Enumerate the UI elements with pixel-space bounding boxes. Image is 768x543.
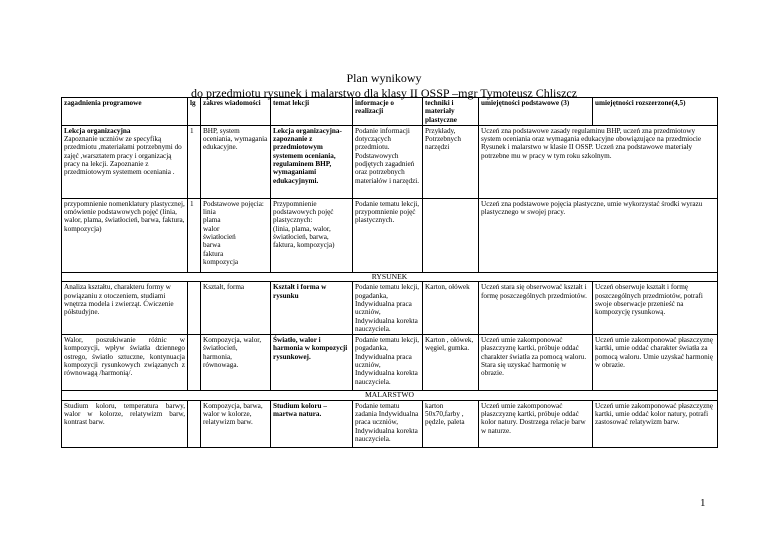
table-cell: 1 bbox=[188, 125, 201, 198]
table-cell: Studium koloru, temperatura barwy, walor w kolorze, relatywizm barw, kontrast barw. bbox=[62, 400, 188, 447]
table-row bbox=[62, 125, 718, 198]
header-cell: temat lekcji bbox=[271, 98, 353, 126]
table-cell: Przypomnienie podstawowych pojęć plastycznych: (linia, plama, walor, światłocień, barwa, faktura, kompozycja) bbox=[271, 198, 353, 272]
table-cell: Podanie tematu zadania Indywidualna praca uczniów, Indywidualna korekta nauczyciela. bbox=[353, 400, 423, 447]
table-cell: Uczeń stara się obserwować kształt i formę poszczególnych przedmiotów. bbox=[479, 282, 593, 335]
section-row bbox=[62, 391, 718, 401]
table-cell: Kompozycja, walor, światłocień, harmonia, równowaga. bbox=[201, 335, 271, 391]
table-cell: Karton, ołówek bbox=[423, 282, 479, 335]
table-cell: Podanie tematu lekcji, pogadanka, Indywidualna praca uczniów, Indywidualna korekta nauczyciela. bbox=[353, 335, 423, 391]
header-cell: lg bbox=[188, 98, 201, 126]
table-cell bbox=[423, 198, 479, 272]
table-cell: Światło, walor i harmonia w kompozycji rysunkowej. bbox=[271, 335, 353, 391]
table-cell: Podanie informacji dotyczących przedmiotu. Podstawowych podjętych zagadnień oraz potrzebnych materiałów i narzędzi. bbox=[353, 125, 423, 198]
table-cell bbox=[188, 400, 201, 447]
document-subtitle: do przedmiotu rysunek i malarstwo dla klasy II OSSP –mgr Tymoteusz Chliszcz bbox=[190, 86, 578, 100]
table-cell: karton 50x70,farby , pędzle, paleta bbox=[423, 400, 479, 447]
table-row bbox=[62, 198, 718, 272]
table-cell: Podanie tematu lekcji, przypomnienie pojęć plastycznych. bbox=[353, 198, 423, 272]
table-cell: Kompozycja, barwa, walor w kolorze, relatywizm barw. bbox=[201, 400, 271, 447]
header-cell: techniki i materiały plastyczne bbox=[423, 98, 479, 126]
section-row bbox=[62, 272, 718, 282]
table-cell: Podanie tematu lekcji, pogadanka, Indywidualna praca uczniów, Indywidualna korekta nauczyciela. bbox=[353, 282, 423, 335]
table-cell: Lekcja organizacyjna- zapoznanie z przedmiotowym systemem oceniania, regulaminem BHP, wymaganiami edukacyjnymi. bbox=[271, 125, 353, 198]
header-cell: zagadnienia programowe bbox=[62, 98, 188, 126]
header-row bbox=[62, 98, 718, 126]
header-cell: informacje o realizacji bbox=[353, 98, 423, 126]
table-cell: przypomnienie nomenklatury plastycznej, omówienie podstawowych pojęć (linia, walor, plama, światłocień, barwa, faktura, kompozycja) bbox=[62, 198, 188, 272]
cell-text: Zapoznanie uczniów ze specyfiką przedmiotu ,materiałami potrzebnymi do zajęć ,warsztatem pracy i organizacją pracy na lekcji. Zapoznanie z przedmiotowym systemem oceniania . bbox=[64, 135, 182, 177]
table-cell: Analiza kształtu, charakteru formy w powiązaniu z otoczeniem, studiami wnętrza modela i zwierząt. Ćwiczenie półstudyjne. bbox=[62, 282, 188, 335]
header-cell: zakres wiadomości bbox=[201, 98, 271, 126]
table-cell: BHP, system oceniania, wymagania edukacyjne. bbox=[201, 125, 271, 198]
header-cell: umiejętności podstawowe (3) bbox=[479, 98, 593, 126]
table-cell: Uczeń obserwuje kształt i formę poszczególnych przedmiotów, potrafi swoje obserwacje przenieść na kompozycję rysunkową. bbox=[593, 282, 718, 335]
table-cell bbox=[188, 335, 201, 391]
table-row bbox=[62, 282, 718, 335]
table-cell: 1 bbox=[188, 198, 201, 272]
table-cell: Studium koloru – martwa natura. bbox=[271, 400, 353, 447]
table-cell: Uczeń zna podstawowe pojęcia plastyczne, umie wykorzystać środki wyrazu plastycznego w swojej pracy. bbox=[479, 198, 718, 272]
section-rysunek: RYSUNEK bbox=[62, 272, 718, 282]
table-cell: Karton , ołówek, węgiel, gumka. bbox=[423, 335, 479, 391]
table-row bbox=[62, 335, 718, 391]
table-cell: Uczeń umie zakomponować płaszczyznę kartki, umie oddać kolor natury, potrafi zastosować relatywizm barw. bbox=[593, 400, 718, 447]
table-cell: Uczeń umie zakomponować płaszczyznę kartki, próbuje oddać kolor natury. Dostrzega relacje barw w naturze. bbox=[479, 400, 593, 447]
table-cell: Podstawowe pojęcia: linia plama walor światłocień barwa faktura kompozycja bbox=[201, 198, 271, 272]
table-cell bbox=[62, 125, 188, 198]
table-cell bbox=[188, 282, 201, 335]
table-cell: Uczeń umie zakomponować płaszczyznę kartki, umie oddać charakter światła za pomocą waloru. Umie uzyskać harmonię w obrazie. bbox=[593, 335, 718, 391]
table-cell: Przykłady, Potrzebnych narzędzi bbox=[423, 125, 479, 198]
table-cell: Kształt i forma w rysunku bbox=[271, 282, 353, 335]
table-cell: Uczeń zna podstawowe zasady regulaminu BHP, uczeń zna przedmiotowy system oceniania oraz wymagania edukacyjne obowiązujące na przedmiocie Rysunek i malarstwo w klasie II OSSP. Uczeń zna podstawowe materiały potrzebne mu w pracy w tym roku szkolnym. bbox=[479, 125, 718, 198]
page-number: 1 bbox=[700, 497, 706, 509]
table-cell: Kształt, forma bbox=[201, 282, 271, 335]
header-cell: umiejętności rozszerzone(4,5) bbox=[593, 98, 718, 126]
table-row bbox=[62, 400, 718, 447]
row-heading: Lekcja organizacyjna bbox=[64, 126, 131, 135]
plan-table bbox=[61, 97, 718, 448]
table-cell: Walor, poszukiwanie różnic w kompozycji, wpływ światła dziennego ostrego, światło sztuczne, kontynuacja kompozycji rysunkowych związanych z równowagą /harmonią/. bbox=[62, 335, 188, 391]
section-malarstwo: MALARSTWO bbox=[62, 391, 718, 401]
table-cell: Uczeń umie zakomponować płaszczyznę kartki, próbuje oddać charakter światła za pomocą waloru. Stara się uzyskać harmonię w obrazie. bbox=[479, 335, 593, 391]
document-title: Plan wynikowy bbox=[346, 71, 422, 85]
